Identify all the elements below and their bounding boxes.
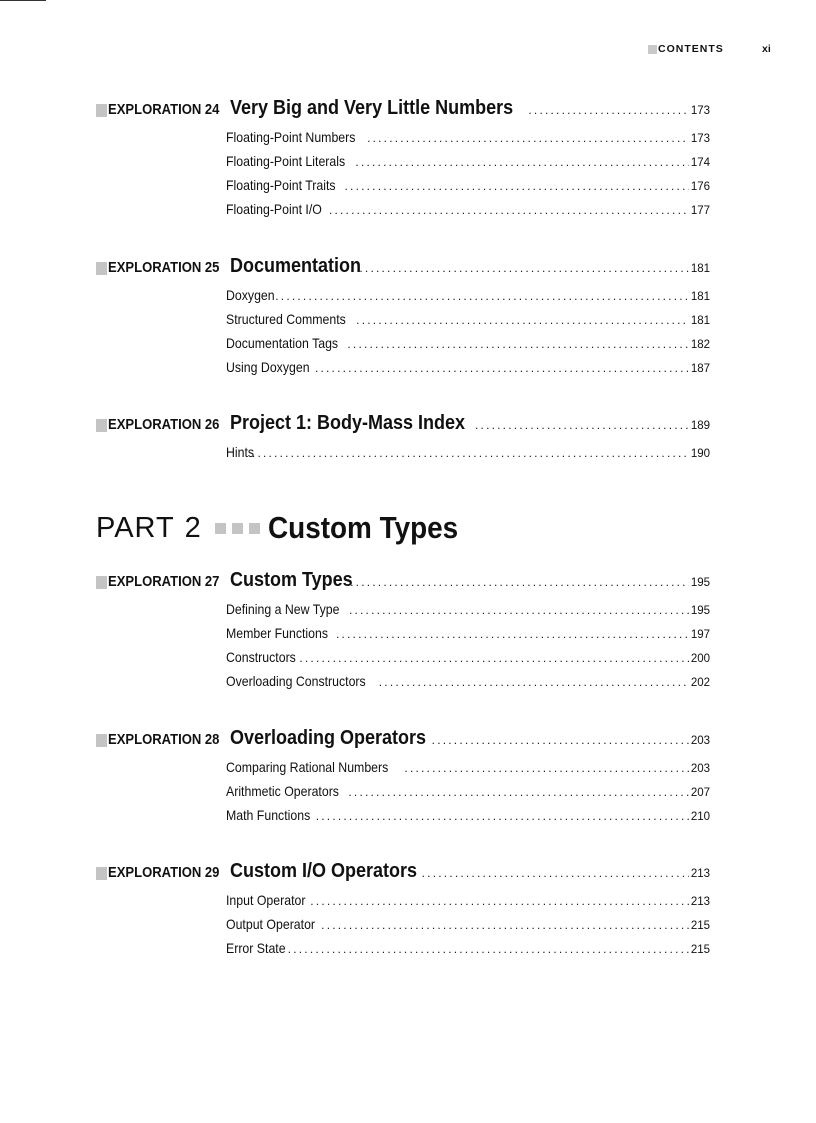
- square-bullet-icon: [232, 523, 243, 534]
- page-number: 203: [690, 763, 710, 775]
- square-bullet-icon: [96, 576, 107, 589]
- page-number: 210: [690, 811, 710, 823]
- entry-title: Using Doxygen: [226, 359, 310, 375]
- toc-entry[interactable]: [226, 177, 710, 201]
- entry-title: Overloading Constructors: [226, 673, 366, 689]
- exploration-heading[interactable]: [96, 412, 710, 438]
- toc-entry[interactable]: [226, 359, 710, 383]
- exploration-label: EXPLORATION 29: [108, 865, 220, 881]
- toc-entry[interactable]: [226, 759, 710, 783]
- toc-section: [96, 255, 710, 383]
- dot-leader: [528, 103, 688, 117]
- subsection-list: [226, 287, 710, 383]
- dot-leader: [288, 942, 689, 956]
- dot-leader: [355, 155, 688, 169]
- square-bullet-icon: [96, 262, 107, 275]
- entry-title: Floating-Point Literals: [226, 153, 346, 169]
- exploration-title: Custom I/O Operators: [229, 860, 417, 882]
- dot-leader: [367, 131, 689, 145]
- entry-title: Output Operator: [226, 916, 316, 932]
- entry-title: Comparing Rational Numbers: [226, 759, 389, 775]
- entry-title: Documentation Tags: [226, 335, 339, 351]
- exploration-heading[interactable]: [96, 860, 710, 886]
- exploration-title: Overloading Operators: [229, 727, 426, 749]
- dot-leader: [316, 809, 689, 823]
- dot-leader: [356, 313, 689, 327]
- exploration-title: Custom Types: [229, 569, 353, 591]
- dot-leader: [329, 203, 689, 217]
- page-number: 181: [690, 291, 710, 303]
- subsection-list: [226, 759, 710, 831]
- exploration-heading[interactable]: [96, 569, 710, 595]
- entry-title: Structured Comments: [226, 311, 346, 327]
- page-number: 182: [690, 339, 710, 351]
- exploration-label: EXPLORATION 24: [108, 102, 220, 118]
- dot-leader: [422, 866, 689, 880]
- square-bullet-icon: [249, 523, 260, 534]
- exploration-label: EXPLORATION 26: [108, 417, 220, 433]
- dot-leader: [379, 675, 689, 689]
- exploration-heading[interactable]: [96, 97, 710, 123]
- exploration-label: EXPLORATION 28: [108, 732, 220, 748]
- toc-entry[interactable]: [226, 649, 710, 673]
- page-number: 215: [690, 920, 710, 932]
- toc-entry[interactable]: [226, 311, 710, 335]
- page-number: 176: [690, 181, 710, 193]
- dot-leader: [359, 261, 688, 275]
- subsection-list: [226, 444, 710, 468]
- entry-title: Floating-Point I/O: [226, 201, 322, 217]
- entry-title: Constructors: [226, 649, 296, 665]
- entry-title: Floating-Point Traits: [226, 177, 336, 193]
- dot-leader: [432, 733, 689, 747]
- dot-leader: [349, 603, 689, 617]
- exploration-title: Very Big and Very Little Numbers: [229, 97, 513, 119]
- square-bullet-icon: [96, 867, 107, 880]
- toc-section: [96, 860, 710, 964]
- toc-entry[interactable]: [226, 807, 710, 831]
- page-number: 195: [690, 605, 710, 617]
- toc-entry[interactable]: [226, 892, 710, 916]
- page-number: 190: [690, 448, 710, 460]
- toc-entry[interactable]: [226, 673, 710, 697]
- part-title: Custom Types: [267, 510, 458, 545]
- exploration-label: EXPLORATION 27: [108, 574, 220, 590]
- page-number: 215: [690, 944, 710, 956]
- exploration-heading[interactable]: [96, 255, 710, 281]
- entry-title: Defining a New Type: [226, 601, 340, 617]
- page-number: 207: [690, 787, 710, 799]
- square-bullet-icon: [215, 523, 226, 534]
- dot-leader: [321, 918, 689, 932]
- dot-leader: [275, 289, 689, 303]
- square-bullet-icon: [648, 45, 657, 54]
- page-number: xi: [762, 43, 771, 55]
- entry-title: Member Functions: [226, 625, 329, 641]
- page-number: 173: [690, 133, 710, 145]
- subsection-list: [226, 892, 710, 964]
- entry-title: Input Operator: [226, 892, 306, 908]
- dot-leader: [350, 575, 689, 589]
- dot-leader: [348, 785, 688, 799]
- page-number: 189: [690, 420, 710, 432]
- toc-entry[interactable]: [226, 601, 710, 625]
- toc-entry[interactable]: [226, 153, 710, 177]
- page-number: 173: [690, 105, 710, 117]
- page-number: 213: [690, 868, 710, 880]
- entry-title: Arithmetic Operators: [226, 783, 339, 799]
- toc-section: [96, 569, 710, 697]
- toc-entry[interactable]: [226, 940, 710, 964]
- exploration-title: Project 1: Body-Mass Index: [229, 412, 465, 434]
- toc-entry[interactable]: [226, 783, 710, 807]
- toc-entry[interactable]: [226, 201, 710, 225]
- toc-entry[interactable]: [226, 287, 710, 311]
- toc-entry[interactable]: [226, 129, 710, 153]
- part-label: PART: [96, 511, 175, 544]
- page-number: 213: [690, 896, 710, 908]
- toc-entry[interactable]: [226, 916, 710, 940]
- toc-section: [96, 412, 710, 468]
- toc-entry[interactable]: [226, 444, 710, 468]
- dot-leader: [347, 337, 688, 351]
- entry-title: Doxygen: [226, 287, 275, 303]
- toc-entry[interactable]: [226, 625, 710, 649]
- dot-leader: [404, 761, 688, 775]
- running-head-label: CONTENTS: [658, 43, 724, 55]
- page-number: 202: [690, 677, 710, 689]
- part-number: 2: [184, 511, 201, 544]
- entry-title: Math Functions: [226, 807, 311, 823]
- dot-leader: [252, 446, 689, 460]
- square-bullet-icon: [96, 419, 107, 432]
- part-heading: [96, 506, 479, 550]
- square-bullet-icon: [96, 104, 107, 117]
- exploration-title: Documentation: [229, 255, 361, 277]
- entry-title: Floating-Point Numbers: [226, 129, 356, 145]
- page-number: 197: [690, 629, 710, 641]
- square-bullet-icon: [96, 734, 107, 747]
- toc-section: [96, 727, 710, 831]
- crop-mark: [0, 0, 46, 1]
- dot-leader: [345, 179, 689, 193]
- running-head: [600, 43, 776, 57]
- page-number: 200: [690, 653, 710, 665]
- dot-leader: [315, 361, 689, 375]
- page-number: 177: [690, 205, 710, 217]
- dot-leader: [310, 894, 689, 908]
- dot-leader: [336, 627, 689, 641]
- exploration-heading[interactable]: [96, 727, 710, 753]
- page-number: 174: [690, 157, 710, 169]
- entry-title: Error State: [226, 940, 286, 956]
- subsection-list: [226, 601, 710, 697]
- page-number: 195: [690, 577, 710, 589]
- page-number: 181: [690, 263, 710, 275]
- page-number: 181: [690, 315, 710, 327]
- entry-title: Hints: [226, 444, 255, 460]
- toc-entry[interactable]: [226, 335, 710, 359]
- page-number: 187: [690, 363, 710, 375]
- dot-leader: [299, 651, 688, 665]
- page-number: 203: [690, 735, 710, 747]
- dot-leader: [475, 418, 689, 432]
- subsection-list: [226, 129, 710, 225]
- toc-section: [96, 97, 710, 225]
- exploration-label: EXPLORATION 25: [108, 260, 220, 276]
